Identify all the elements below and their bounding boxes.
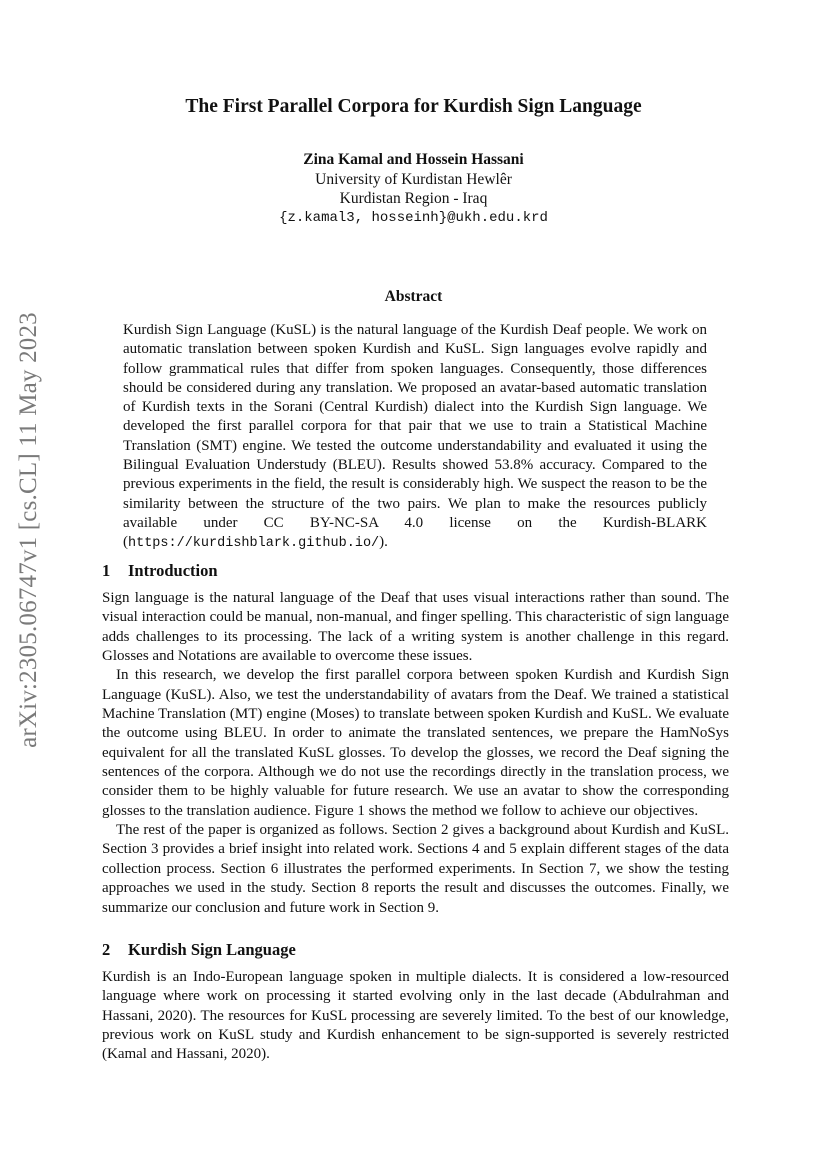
author-email: {z.kamal3, hosseinh}@ukh.edu.krd: [279, 209, 548, 226]
section-number: 2: [102, 940, 111, 959]
section-body-kurdish-sign-language: [102, 968, 729, 1065]
section-title: Kurdish Sign Language: [128, 940, 296, 959]
affiliation-university: University of Kurdistan Hewlêr: [315, 170, 512, 188]
paragraph: Kurdish is an Indo-European language spoken in multiple dialects. It is considered a low-resourced language where work on processing it started evolving only in the last decade (Abdulrahman and Hassani, 2020). The resources for KuSL processing are severely limited. To the best of our knowledge, previous work on KuSL study and Kurdish enhancement to be sign-supported is severely restricted (Kamal and Hassani, 2020).: [102, 969, 729, 1063]
abstract-text: Kurdish Sign Language (KuSL) is the natural language of the Kurdish Deaf people. We work on automatic translation between spoken Kurdish and KuSL. Sign languages evolve rapidly and follow grammatical rules that differ from spoken languages. Consequently, those differences should be considered during any translation. We proposed an avatar-based automatic translation of Kurdish texts in the Sorani (Central Kurdish) dialect into the Kurdish Sign language. We developed the first parallel corpora for that pair that we use to train a Statistical Machine Translation (SMT) engine. We tested the outcome understandability and evaluated it using the Bilingual Evaluation Understudy (BLEU). Results showed 53.8% accuracy. Compared to the previous experiments in the field, the result is considerably high. We suspect the reason to be the similarity between the structure of the two pairs. We plan to make the resources publicly available under CC BY-NC-SA 4.0 license on the Kurdish-BLARK (: [123, 322, 707, 551]
section-number: 1: [102, 561, 111, 580]
paragraph: Sign language is the natural language of the Deaf that uses visual interactions rather than sound. The visual interaction could be manual, non-manual, and finger spelling. This characteristic of sign language adds challenges to its processing. The lack of a writing system is another challenge in this regard. Glosses and Notations are available to overcome these issues.: [102, 590, 729, 665]
abstract-body: [123, 321, 707, 554]
author-block: [0, 150, 827, 228]
section-heading-kurdish-sign-language: [102, 940, 296, 960]
section-heading-introduction: [102, 561, 218, 581]
abstract-url-link[interactable]: https://kurdishblark.github.io/: [128, 536, 380, 552]
paragraph: The rest of the paper is organized as follows. Section 2 gives a background about Kurdish and KuSL. Section 3 provides a brief insight into related work. Sections 4 and 5 explain different stages of the data collection process. Section 6 illustrates the performed experiments. In Section 7, we show the testing approaches we used in the study. Section 8 reports the result and discusses the outcomes. Finally, we summarize our conclusion and future work in Section 9.: [102, 822, 729, 916]
arxiv-stamp-text: arXiv:2305.06747v1 [cs.CL] 11 May 2023: [15, 312, 43, 748]
paragraph: In this research, we develop the first parallel corpora between spoken Kurdish and Kurdish Sign Language (KuSL). Also, we test the understandability of avatars from the Deaf. We trained a statistical Machine Translation (MT) engine (Moses) to translate between spoken Kurdish and KuSL. We evaluate the outcome using BLEU. In order to animate the translated sentences, we prepare the HamNoSys equivalent for all the translated KuSL glosses. To develop the glosses, we record the Deaf signing the sentences of the corpora. Although we do not use the recordings directly in the translation process, we consider them to be highly valuable for future research. We use an avatar to show the corresponding glosses to the translation audience. Figure 1 shows the method we follow to achieve our objectives.: [102, 667, 729, 819]
author-names: Zina Kamal and Hossein Hassani: [303, 151, 524, 168]
affiliation-region: Kurdistan Region - Iraq: [339, 190, 488, 207]
abstract-text-end: ).: [379, 534, 388, 551]
paper-title: The First Parallel Corpora for Kurdish Sign Language: [185, 96, 642, 117]
section-title: Introduction: [128, 561, 218, 580]
abstract-heading: Abstract: [384, 288, 443, 305]
arxiv-stamp: [2, 312, 56, 748]
section-body-introduction: [102, 589, 729, 918]
